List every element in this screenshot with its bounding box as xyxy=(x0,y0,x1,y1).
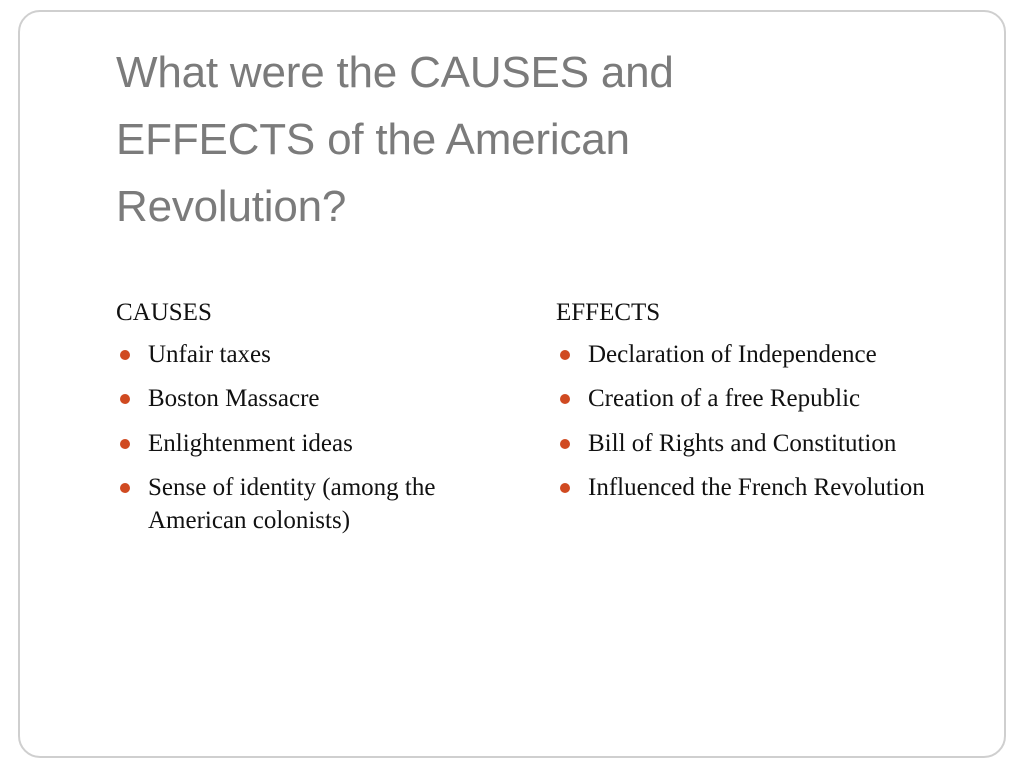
list-item-label: Unfair taxes xyxy=(148,341,271,368)
list-item-label: Declaration of Independence xyxy=(588,341,877,368)
list-item-label: Creation of a free Republic xyxy=(588,385,861,413)
list-item-label: Sense of identity (among the American colonists) xyxy=(148,473,436,534)
list-item xyxy=(116,382,530,415)
two-column-body xyxy=(116,298,996,548)
page-title: What were the CAUSES and EFFECTS of the American Revolution? xyxy=(116,48,674,231)
effects-heading: EFFECTS xyxy=(556,299,661,326)
list-item xyxy=(116,338,530,371)
slide-canvas xyxy=(18,10,1006,758)
bullet-dot-icon xyxy=(120,350,130,360)
bullet-dot-icon xyxy=(120,439,130,449)
causes-list xyxy=(116,338,530,537)
list-item xyxy=(556,382,996,415)
bullet-dot-icon xyxy=(560,439,570,449)
list-item xyxy=(556,338,996,371)
list-item xyxy=(556,427,996,460)
list-item-label: Influenced the French Revolution xyxy=(588,473,925,501)
bullet-dot-icon xyxy=(560,350,570,360)
bullet-dot-icon xyxy=(560,483,570,493)
list-item xyxy=(116,471,530,538)
bullet-dot-icon xyxy=(120,394,130,404)
bullet-dot-icon xyxy=(120,483,130,493)
list-item-label: Enlightenment ideas xyxy=(148,429,353,457)
list-item-label: Bill of Rights and Constitution xyxy=(588,429,897,457)
effects-list xyxy=(556,338,996,504)
causes-heading: CAUSES xyxy=(116,299,212,326)
list-item-label: Boston Massacre xyxy=(148,385,320,413)
list-item xyxy=(556,471,996,504)
list-item xyxy=(116,427,530,460)
bullet-dot-icon xyxy=(560,394,570,404)
effects-column xyxy=(556,298,996,515)
causes-column xyxy=(116,298,556,548)
